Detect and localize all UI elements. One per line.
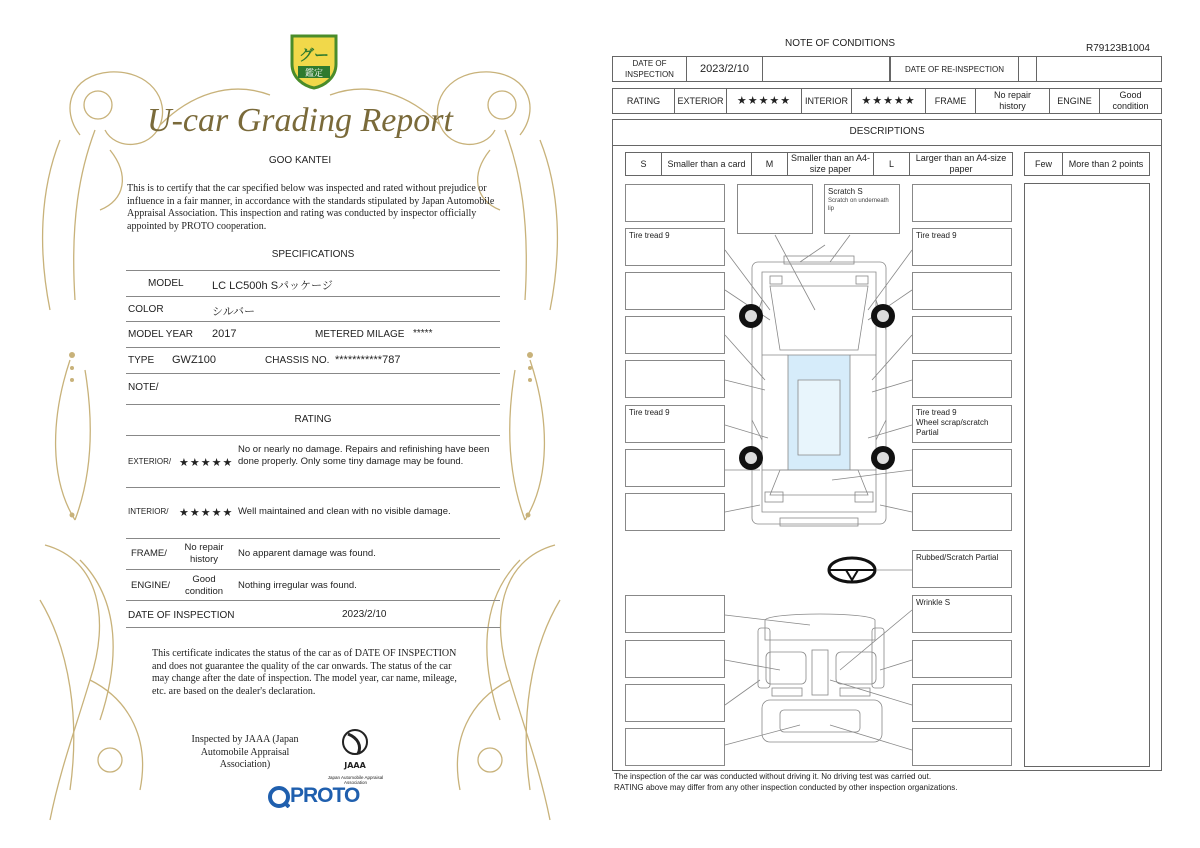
footer-note-1: The inspection of the car was conducted without driving it. No driving test was carried out. xyxy=(614,772,932,781)
damage-note-box xyxy=(912,405,1012,443)
date-of-inspection-value: 2023/2/10 xyxy=(342,609,387,620)
legend-s-desc: Smaller than a card xyxy=(662,153,752,175)
frame-value: No repair history xyxy=(184,542,224,565)
color-label: COLOR xyxy=(128,304,164,315)
damage-note-box xyxy=(625,360,725,398)
damage-note-box xyxy=(912,316,1012,354)
engine-label: ENGINE/ xyxy=(131,580,171,591)
divider xyxy=(126,600,500,601)
damage-note-box xyxy=(625,228,725,266)
divider xyxy=(126,569,500,570)
damage-note-box xyxy=(625,595,725,633)
goo-kantei-logo xyxy=(288,30,340,90)
interior-label: INTERIOR xyxy=(802,89,852,113)
seat-wrinkle-note: Wrinkle S xyxy=(916,598,951,607)
damage-note-box xyxy=(912,228,1012,266)
model-label: MODEL xyxy=(148,278,184,289)
damage-note-box xyxy=(625,272,725,310)
rating-label: RATING xyxy=(613,89,675,113)
chassis-label: CHASSIS NO. xyxy=(265,355,330,366)
frame-label: FRAME xyxy=(926,89,976,113)
exterior-stars: ★★★★★ xyxy=(727,89,802,113)
engine-value: Good condition xyxy=(1112,90,1149,111)
engine-description: Nothing irregular was found. xyxy=(238,580,357,591)
scratch-note: Scratch S xyxy=(828,187,863,196)
divider xyxy=(126,296,500,297)
damage-note-box xyxy=(912,449,1012,487)
svg-text:グー: グー xyxy=(298,46,330,64)
steering-wheel-icon xyxy=(829,558,912,582)
damage-note-box xyxy=(737,184,813,234)
footer-note-2: RATING above may differ from any other inspection conducted by other inspection organizations. xyxy=(614,783,958,792)
engine-label: ENGINE xyxy=(1050,89,1100,113)
damage-note-box xyxy=(625,405,725,443)
legend-l-desc: Larger than an A4-size paper xyxy=(915,153,1007,174)
tire-tread-note: Tire tread 9 xyxy=(629,408,670,417)
damage-note-box xyxy=(625,184,725,222)
divider xyxy=(126,373,500,374)
damage-note-box xyxy=(625,449,725,487)
svg-text:鑑定: 鑑定 xyxy=(304,69,324,79)
note-of-conditions xyxy=(600,0,1200,848)
certificate-subtitle: GOO KANTEI xyxy=(268,155,332,166)
interior-stars: ★★★★★ xyxy=(179,507,234,519)
tire-tread-note: Tire tread 9 xyxy=(916,408,957,417)
model-year-value: 2017 xyxy=(212,328,237,340)
frame-label: FRAME/ xyxy=(131,548,167,559)
damage-note-box xyxy=(912,493,1012,531)
proto-logo-text: PROTO xyxy=(290,784,360,807)
date-of-inspection-label: DATE OF INSPECTION xyxy=(613,57,687,81)
conditions-title: NOTE OF CONDITIONS xyxy=(785,38,895,49)
damage-note-box xyxy=(625,684,725,722)
damage-note-box xyxy=(912,272,1012,310)
model-year-label: MODEL YEAR xyxy=(128,329,194,340)
descriptions-heading: DESCRIPTIONS xyxy=(849,126,925,137)
divider xyxy=(126,435,500,436)
damage-note-box xyxy=(912,360,1012,398)
proto-logo xyxy=(268,784,378,810)
damage-note-box xyxy=(625,316,725,354)
inspected-by: Inspected by JAAA (Japan Automobile Appraisal Association) xyxy=(191,734,299,770)
divider xyxy=(126,538,500,539)
legend-m-desc: Smaller than an A4-size paper xyxy=(788,153,874,175)
date-of-reinspection-label: DATE OF RE-INSPECTION xyxy=(891,57,1019,81)
report-id: R79123B1004 xyxy=(1086,43,1150,54)
certificate-intro: This is to certify that the car specified below was inspected and rated without prejudice or influence in a fair manner, in accordance with the standards stipulated by Japan Automobile Appraisal Association. This inspection and rating was conducted by inspector officially appointed by PROTO cooperation. xyxy=(127,183,495,232)
certificate-title: U-car Grading Report xyxy=(147,102,453,139)
mileage-label: METERED MILAGE xyxy=(315,329,405,340)
damage-note-box xyxy=(625,493,725,531)
interior-description: Well maintained and clean with no visible damage. xyxy=(238,506,451,517)
date-of-inspection-value: 2023/2/10 xyxy=(687,57,763,81)
damage-note-box xyxy=(912,550,1012,588)
legend-few: Few xyxy=(1025,153,1063,175)
color-value: シルバー xyxy=(212,306,255,318)
damage-note-box xyxy=(912,184,1012,222)
divider xyxy=(126,347,500,348)
interior-label: INTERIOR/ xyxy=(128,507,169,516)
legend-s: S xyxy=(626,153,662,175)
legend-m: M xyxy=(752,153,788,175)
exterior-stars: ★★★★★ xyxy=(179,457,234,469)
rating-heading: RATING xyxy=(294,414,332,425)
type-value: GWZ100 xyxy=(172,354,217,366)
exterior-description: No or nearly no damage. Repairs and refinishing have been done properly. Only some tiny damage may be found. xyxy=(238,444,490,467)
type-label: TYPE xyxy=(128,355,155,366)
divider xyxy=(126,404,500,405)
tire-tread-note: Tire tread 9 xyxy=(629,231,670,240)
steering-note: Rubbed/Scratch Partial xyxy=(916,553,999,562)
jaaa-logo xyxy=(318,728,393,785)
interior-stars: ★★★★★ xyxy=(852,89,926,113)
jaaa-logo-text: JAAA xyxy=(344,761,366,770)
damage-note-box xyxy=(625,728,725,766)
exterior-label: EXTERIOR/ xyxy=(128,457,172,466)
mileage-value: ***** xyxy=(413,328,433,339)
model-value: LC LC500h Sパッケージ xyxy=(212,280,333,292)
wheel-scratch-note: Wheel scrap/scratch Partial xyxy=(916,418,989,437)
damage-note-box xyxy=(912,595,1012,633)
date-of-inspection-label: DATE OF INSPECTION xyxy=(128,610,235,621)
note-label: NOTE/ xyxy=(128,382,159,393)
frame-description: No apparent damage was found. xyxy=(238,548,376,559)
certificate-disclaimer: This certificate indicates the status of the car as of DATE OF INSPECTION and does not guarantee the quality of the car onwards. The status of the car may change after the date of inspection. The model year, car name, mileage, etc. are based on the dealer's declaration. xyxy=(152,648,457,697)
divider xyxy=(126,627,500,628)
chassis-value: ***********787 xyxy=(335,354,401,366)
jaaa-caption: Japan Automobile Appraisal Association xyxy=(327,775,384,785)
damage-note-box xyxy=(912,728,1012,766)
damage-note-box xyxy=(625,640,725,678)
scratch-note-detail: Scratch on underneath lip xyxy=(828,198,889,212)
frame-value: No repair history xyxy=(976,89,1050,113)
legend-l: L xyxy=(874,153,910,175)
damage-note-box xyxy=(912,684,1012,722)
divider xyxy=(126,270,500,271)
damage-note-box xyxy=(912,640,1012,678)
damage-note-box xyxy=(824,184,900,234)
legend-few-desc: More than 2 points xyxy=(1068,158,1144,169)
tire-tread-note: Tire tread 9 xyxy=(916,231,957,240)
engine-value: Good condition xyxy=(184,574,224,597)
divider xyxy=(126,487,500,488)
spec-heading: SPECIFICATIONS xyxy=(271,249,355,260)
divider xyxy=(126,321,500,322)
exterior-label: EXTERIOR xyxy=(675,89,727,113)
